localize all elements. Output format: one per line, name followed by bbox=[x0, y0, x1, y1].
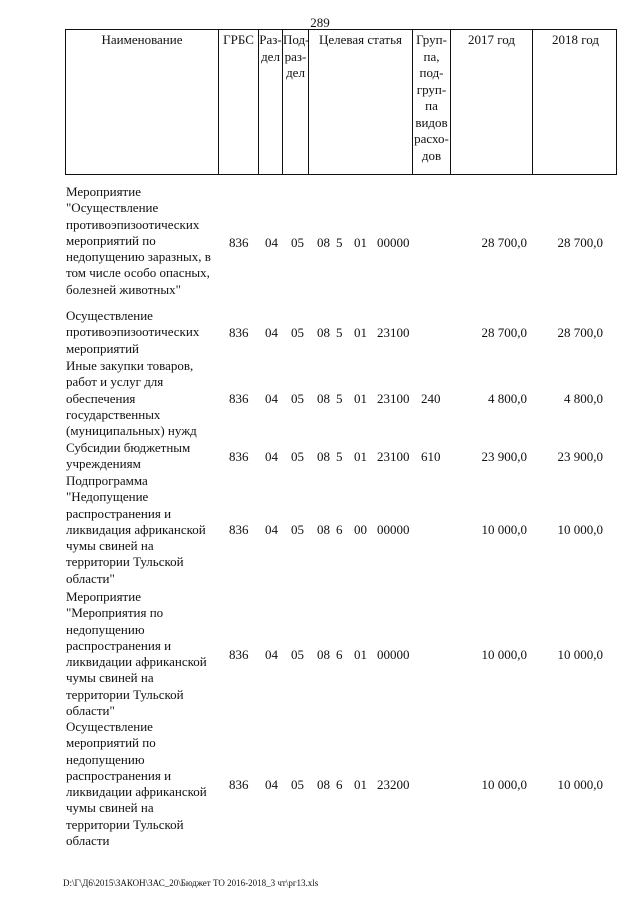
cell-target-subprogram: 5 bbox=[336, 391, 343, 406]
header-2017: 2017 год bbox=[451, 30, 533, 174]
cell-grbs: 836 bbox=[229, 647, 249, 662]
cell-target-program: 08 bbox=[317, 647, 330, 662]
cell-target-subprogram: 6 bbox=[336, 647, 343, 662]
cell-target-program: 08 bbox=[317, 522, 330, 537]
cell-name: Иные закупки товаров, работ и услуг для обеспечения государственных (муниципальных) нужд bbox=[66, 358, 197, 439]
cell-name: Осуществление противоэпизоотических мероприятий bbox=[66, 308, 200, 356]
cell-grbs: 836 bbox=[229, 522, 249, 537]
cell-razdel: 04 bbox=[265, 647, 278, 662]
cell-target-subprogram: 5 bbox=[336, 449, 343, 464]
cell-target-direction: 23200 bbox=[377, 777, 410, 792]
header-razdel: Раз- дел bbox=[259, 30, 283, 174]
cell-target-program: 08 bbox=[317, 449, 330, 464]
cell-2017: 4 800,0 bbox=[488, 391, 527, 406]
cell-target-event: 00 bbox=[354, 522, 367, 537]
cell-target-subprogram: 5 bbox=[336, 235, 343, 250]
cell-target-event: 01 bbox=[354, 391, 367, 406]
cell-target-direction: 00000 bbox=[377, 522, 410, 537]
cell-2018: 10 000,0 bbox=[557, 647, 603, 662]
cell-2017: 23 900,0 bbox=[481, 449, 527, 464]
cell-grbs: 836 bbox=[229, 391, 249, 406]
cell-razdel: 04 bbox=[265, 522, 278, 537]
cell-target-event: 01 bbox=[354, 235, 367, 250]
cell-2017: 28 700,0 bbox=[481, 325, 527, 340]
cell-target-direction: 23100 bbox=[377, 391, 410, 406]
cell-target-subprogram: 6 bbox=[336, 522, 343, 537]
cell-2018: 28 700,0 bbox=[557, 325, 603, 340]
cell-2018: 28 700,0 bbox=[557, 235, 603, 250]
cell-name: Осуществление мероприятий по недопущению распространения и ликвидации африканской чумы свиней на территории Тульской области bbox=[66, 719, 207, 849]
cell-2018: 10 000,0 bbox=[557, 522, 603, 537]
cell-razdel: 04 bbox=[265, 235, 278, 250]
cell-2017: 28 700,0 bbox=[481, 235, 527, 250]
cell-grbs: 836 bbox=[229, 235, 249, 250]
cell-2018: 23 900,0 bbox=[557, 449, 603, 464]
header-expense-group: Груп- па, под- груп- па видов расхо- дов bbox=[413, 30, 451, 174]
cell-name: Мероприятие "Осуществление противоэпизоотических мероприятий по недопущению заразных, в том числе особо опасных, болезней животных" bbox=[66, 184, 211, 297]
cell-target-subprogram: 5 bbox=[336, 325, 343, 340]
cell-podrazdel: 05 bbox=[291, 235, 304, 250]
header-podrazdel: Под- раз- дел bbox=[283, 30, 309, 174]
cell-target-program: 08 bbox=[317, 777, 330, 792]
cell-target-event: 01 bbox=[354, 647, 367, 662]
cell-podrazdel: 05 bbox=[291, 391, 304, 406]
page-number: 289 bbox=[310, 15, 330, 30]
cell-podrazdel: 05 bbox=[291, 777, 304, 792]
cell-podrazdel: 05 bbox=[291, 522, 304, 537]
cell-2018: 4 800,0 bbox=[564, 391, 603, 406]
cell-podrazdel: 05 bbox=[291, 325, 304, 340]
cell-podrazdel: 05 bbox=[291, 449, 304, 464]
cell-2017: 10 000,0 bbox=[481, 522, 527, 537]
cell-name: Мероприятие "Мероприятия по недопущению распространения и ликвидации африканской чумы свиней на территории Тульской области" bbox=[66, 589, 207, 719]
cell-podrazdel: 05 bbox=[291, 647, 304, 662]
cell-target-direction: 23100 bbox=[377, 325, 410, 340]
cell-target-subprogram: 6 bbox=[336, 777, 343, 792]
header-2018: 2018 год bbox=[552, 32, 599, 47]
cell-target-program: 08 bbox=[317, 391, 330, 406]
cell-razdel: 04 bbox=[265, 325, 278, 340]
cell-target-program: 08 bbox=[317, 325, 330, 340]
cell-grbs: 836 bbox=[229, 325, 249, 340]
cell-target-direction: 23100 bbox=[377, 449, 410, 464]
header-target-article: Целевая статья bbox=[309, 30, 413, 174]
header-grbs: ГРБС bbox=[219, 30, 259, 174]
cell-target-event: 01 bbox=[354, 777, 367, 792]
cell-razdel: 04 bbox=[265, 777, 278, 792]
cell-target-program: 08 bbox=[317, 235, 330, 250]
file-path-footer: D:\Г\Д6\2015\ЗАКОН\ЗАС_20\Бюджет ТО 2016-2018_3 чт\рг13.xls bbox=[63, 878, 319, 888]
cell-name: Субсидии бюджетным учреждениям bbox=[66, 440, 191, 472]
cell-expense-group: 610 bbox=[421, 449, 441, 464]
cell-2017: 10 000,0 bbox=[481, 647, 527, 662]
cell-grbs: 836 bbox=[229, 777, 249, 792]
table-header bbox=[65, 29, 617, 175]
cell-razdel: 04 bbox=[265, 449, 278, 464]
cell-razdel: 04 bbox=[265, 391, 278, 406]
cell-name: Подпрограмма "Недопущение распространения и ликвидация африканской чумы свиней на территории Тульской области" bbox=[66, 473, 206, 586]
cell-target-direction: 00000 bbox=[377, 647, 410, 662]
cell-target-event: 01 bbox=[354, 325, 367, 340]
cell-target-event: 01 bbox=[354, 449, 367, 464]
header-name: Наименование bbox=[66, 30, 219, 174]
cell-2018: 10 000,0 bbox=[557, 777, 603, 792]
cell-expense-group: 240 bbox=[421, 391, 441, 406]
cell-2017: 10 000,0 bbox=[481, 777, 527, 792]
cell-target-direction: 00000 bbox=[377, 235, 410, 250]
cell-grbs: 836 bbox=[229, 449, 249, 464]
